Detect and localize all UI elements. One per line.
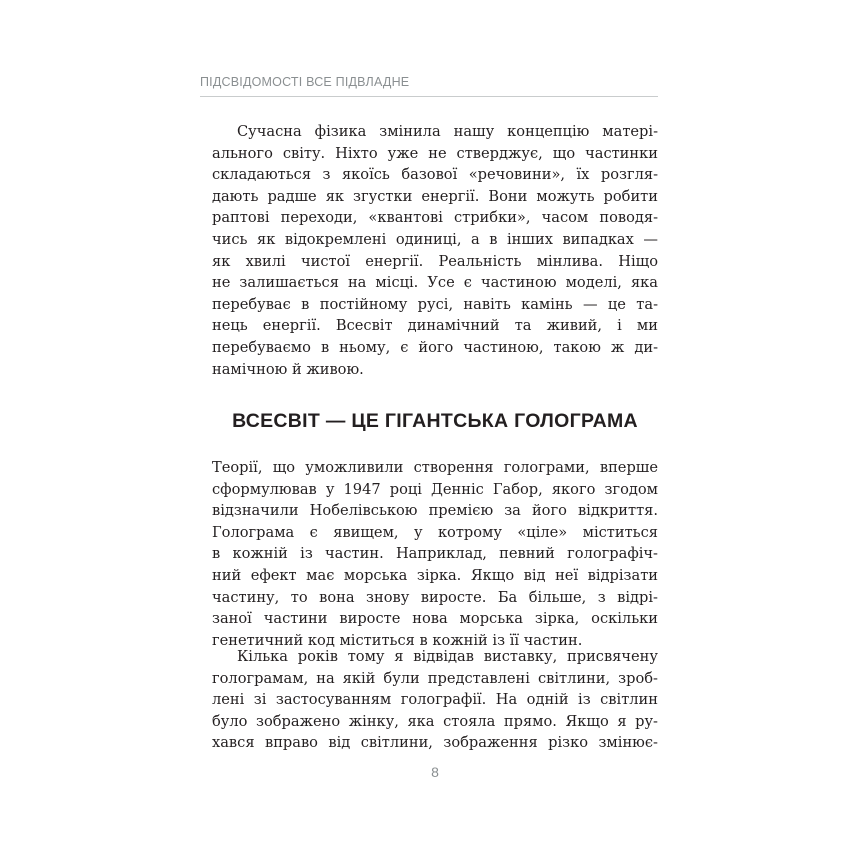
text-line: в кожній із частин. Наприклад, певний голографіч- bbox=[212, 545, 658, 563]
text-line: раптові переходи, «квантові стрибки», часом поводя- bbox=[212, 209, 658, 227]
header-rule bbox=[200, 96, 658, 97]
running-head: ПІДСВІДОМОСТІ ВСЕ ПІДВЛАДНЕ bbox=[200, 75, 410, 89]
paragraph-3 bbox=[212, 646, 658, 754]
section-heading: ВСЕСВІТ — ЦЕ ГІГАНТСЬКА ГОЛОГРАМА bbox=[232, 410, 638, 432]
text-line: було зображено жінку, яка стояла прямо. Якщо я ру- bbox=[212, 712, 658, 730]
text-line: не залишається на місці. Усе є частиною моделі, яка bbox=[212, 274, 658, 292]
text-line: ального світу. Ніхто уже не стверджує, що частинки bbox=[212, 144, 658, 162]
text-line: перебуває в постійному русі, навіть камінь — це та- bbox=[212, 295, 658, 313]
text-line: сформулював у 1947 році Денніс Габор, якого згодом bbox=[212, 480, 658, 498]
text-line: нець енергії. Всесвіт динамічний та живий, і ми bbox=[212, 317, 658, 335]
paragraph-1 bbox=[212, 121, 658, 380]
text-line: як хвилі чистої енергії. Реальність мінлива. Ніщо bbox=[212, 252, 658, 270]
text-line: голограмам, на якій були представлені світлини, зроб- bbox=[212, 669, 658, 687]
text-line: хався вправо від світлини, зображення різко змінює- bbox=[212, 734, 658, 752]
text-line: лені зі застосуванням голографії. На одній із світлин bbox=[212, 691, 658, 709]
text-line: Теорії, що уможливили створення голограми, вперше bbox=[212, 459, 658, 476]
text-line: дають радше як згустки енергії. Вони можуть робити bbox=[212, 187, 658, 205]
text-line: складаються з якоїсь базової «речовини», їх розгля- bbox=[212, 166, 658, 184]
text-line: відзначили Нобелівською премією за його відкриття. bbox=[212, 502, 658, 520]
paragraph-2 bbox=[212, 457, 658, 651]
text-line: Голограма є явищем, у котрому «ціле» міститься bbox=[212, 523, 658, 541]
text-line: ний ефект має морська зірка. Якщо від неї відрізати bbox=[212, 566, 658, 584]
text-line: заної частини виросте нова морська зірка, оскільки bbox=[212, 610, 658, 628]
page-number: 8 bbox=[431, 764, 439, 780]
text-line: генетичний код міститься в кожній із її частин. bbox=[212, 631, 583, 649]
text-line: перебуваємо в ньому, є його частиною, такою ж ди- bbox=[212, 338, 658, 356]
text-line: частину, то вона знову виросте. Ба більше, з відрі- bbox=[212, 588, 658, 606]
text-line: чись як відокремлені одиниці, а в інших випадках — bbox=[212, 230, 658, 248]
text-line: Сучасна фізика змінила нашу концепцію матері- bbox=[237, 123, 658, 140]
text-line: намічною й живою. bbox=[212, 360, 364, 378]
text-line: Кілька років тому я відвідав виставку, присвячену bbox=[237, 648, 658, 665]
